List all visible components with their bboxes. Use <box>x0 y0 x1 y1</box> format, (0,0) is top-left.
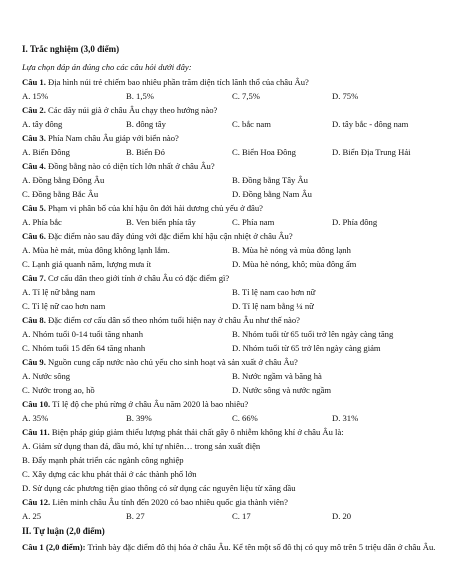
question-text: Biện pháp giúp giảm thiểu lượng phát thải chất gây ô nhiễm không khí ở châu Âu là: <box>49 427 344 437</box>
option-d[interactable]: D. Nước sông và nước ngầm <box>232 385 332 395</box>
question-3 <box>22 133 440 144</box>
question-number: Câu 8. <box>22 315 46 325</box>
question-text: Liên minh châu Âu tính đến 2020 có bao nhiêu quốc gia thành viên? <box>50 497 288 507</box>
essay-question-1 <box>22 540 436 554</box>
question-9 <box>22 357 440 368</box>
option-b[interactable]: B. Biển Đỏ <box>126 147 165 157</box>
option-d[interactable]: D. 75% <box>332 91 359 101</box>
option-b[interactable]: B. Nước ngầm và băng hà <box>232 371 322 381</box>
question-5 <box>22 203 440 214</box>
option-d[interactable]: D. tây bắc - đông nam <box>332 119 409 129</box>
option-a[interactable]: A. Đồng bằng Đông Âu <box>22 175 105 185</box>
option-b[interactable]: B. 27 <box>126 511 145 521</box>
section-1-instruction: Lựa chọn đáp án đúng cho các câu hỏi dưới đây: <box>22 62 192 72</box>
option-a[interactable]: A. 35% <box>22 413 49 423</box>
option-c[interactable]: C. Xây dựng các khu phát thải ở các thành phố lớn <box>22 469 197 479</box>
option-c[interactable]: C. Nhóm tuổi 15 đến 64 tăng nhanh <box>22 343 146 353</box>
question-number: Câu 11. <box>22 427 50 437</box>
question-4 <box>22 161 440 172</box>
question-12 <box>22 497 440 508</box>
option-a[interactable]: A. 25 <box>22 511 42 521</box>
question-6 <box>22 231 440 242</box>
option-a[interactable]: A. Tỉ lệ nữ bằng nam <box>22 287 96 297</box>
option-a[interactable]: A. tây đông <box>22 119 63 129</box>
option-b[interactable]: B. 1,5% <box>126 91 154 101</box>
option-b[interactable]: B. Đồng bằng Tây Âu <box>232 175 308 185</box>
option-c[interactable]: C. 17 <box>232 511 251 521</box>
option-c[interactable]: C. Nước trong ao, hồ <box>22 385 95 395</box>
option-c[interactable]: C. Tỉ lệ nữ cao hơn nam <box>22 301 106 311</box>
option-d[interactable]: D. Phía đông <box>332 217 378 227</box>
option-c[interactable]: C. Đồng bằng Bắc Âu <box>22 189 99 199</box>
question-number: Câu 6. <box>22 231 46 241</box>
option-c[interactable]: C. 7,5% <box>232 91 260 101</box>
option-c[interactable]: C. bắc nam <box>232 119 271 129</box>
option-b[interactable]: B. 39% <box>126 413 152 423</box>
option-a[interactable]: A. Giảm sử dụng than đá, dầu mỏ, khí tự nhiên… trong sản xuất điện <box>22 441 261 451</box>
question-text: Đặc điểm nào sau đây đúng với đặc điểm khí hậu cận nhiệt ở châu Âu? <box>45 231 293 241</box>
option-b[interactable]: B. Ven biển phía tây <box>126 217 196 227</box>
option-d[interactable]: D. Tỉ lệ nam bằng ¼ nữ <box>232 301 314 311</box>
question-number: Câu 4. <box>22 161 46 171</box>
option-a[interactable]: A. Phía bắc <box>22 217 62 227</box>
question-number: Câu 3. <box>22 133 46 143</box>
question-2 <box>22 105 440 116</box>
question-10 <box>22 399 440 410</box>
question-1 <box>22 77 440 88</box>
question-text: Các dãy núi già ở châu Âu chạy theo hướng nào? <box>45 105 218 115</box>
option-d[interactable]: D. 20 <box>332 511 352 521</box>
option-c[interactable]: C. 66% <box>232 413 258 423</box>
option-d[interactable]: D. Biển Địa Trung Hải <box>332 147 411 157</box>
question-7 <box>22 273 440 284</box>
option-b[interactable]: B. Đẩy mạnh phát triển các ngành công nghiệp <box>22 455 184 465</box>
option-d[interactable]: D. Nhóm tuổi từ 65 trở lên ngày càng giảm <box>232 343 381 353</box>
question-number: Câu 9. <box>22 357 46 367</box>
option-a[interactable]: A. Nhóm tuổi 0-14 tuổi tăng nhanh <box>22 329 144 339</box>
option-a[interactable]: A. Biển Đông <box>22 147 70 157</box>
question-number: Câu 1. <box>22 77 46 87</box>
option-d[interactable]: D. Sử dụng các phương tiện giao thông có sử dụng các nguyên liệu từ xăng dầu <box>22 483 296 493</box>
option-d[interactable]: D. Đồng bằng Nam Âu <box>232 189 312 199</box>
question-text: Tỉ lệ độ che phủ rừng ở châu Âu năm 2020 là bao nhiêu? <box>50 399 249 409</box>
option-c[interactable]: C. Biển Hoa Đông <box>232 147 296 157</box>
option-b[interactable]: B. Mùa hè nóng và mùa đông lạnh <box>232 245 351 255</box>
question-text: Trình bày đặc điểm đô thị hóa ở châu Âu. Kể tên một số đô thị có quy mô trên 5 triệu dân ở châu Âu. <box>85 542 436 552</box>
option-a[interactable]: A. Nước sông <box>22 371 71 381</box>
option-d[interactable]: D. Mùa hè nóng, khô; mùa đông ấm <box>232 259 357 269</box>
option-b[interactable]: B. đông tây <box>126 119 166 129</box>
question-text: Đồng bằng nào có diện tích lớn nhất ở châu Âu? <box>45 161 215 171</box>
option-a[interactable]: A. 15% <box>22 91 49 101</box>
question-number: Câu 7. <box>22 273 46 283</box>
question-number: Câu 12. <box>22 497 51 507</box>
question-text: Đặc điểm cơ cấu dân số theo nhóm tuổi hiện nay ở châu Âu như thế nào? <box>45 315 300 325</box>
option-c[interactable]: C. Phía nam <box>232 217 275 227</box>
section-2-title: II. Tự luận (2,0 điểm) <box>22 526 105 536</box>
question-8 <box>22 315 440 326</box>
question-number: Câu 2. <box>22 105 46 115</box>
question-text: Địa hình núi trẻ chiếm bao nhiêu phần trăm diện tích lãnh thổ của châu Âu? <box>45 77 309 87</box>
option-d[interactable]: D. 31% <box>332 413 359 423</box>
question-text: Cơ cấu dân theo giới tính ở châu Âu có đặc điểm gì? <box>45 273 230 283</box>
question-text: Phạm vi phân bố của khí hậu ôn đới hải dương chủ yếu ở đâu? <box>45 203 263 213</box>
option-c[interactable]: C. Lạnh giá quanh năm, lượng mưa ít <box>22 259 152 269</box>
option-b[interactable]: B. Tỉ lệ nam cao hơn nữ <box>232 287 316 297</box>
question-number: Câu 1 (2,0 điểm): <box>22 542 86 552</box>
question-11 <box>22 427 440 438</box>
question-text: Phía Nam châu Âu giáp với biển nào? <box>45 133 179 143</box>
section-1-title: I. Trắc nghiệm (3,0 điểm) <box>22 44 120 54</box>
question-text: Nguồn cung cấp nước nào chủ yếu cho sinh hoạt và sản xuất ở châu Âu? <box>45 357 298 367</box>
question-number: Câu 5. <box>22 203 46 213</box>
question-number: Câu 10. <box>22 399 51 409</box>
option-b[interactable]: B. Nhóm tuổi từ 65 tuổi trở lên ngày càng tăng <box>232 329 394 339</box>
option-a[interactable]: A. Mùa hè mát, mùa đông không lạnh lắm. <box>22 245 170 255</box>
